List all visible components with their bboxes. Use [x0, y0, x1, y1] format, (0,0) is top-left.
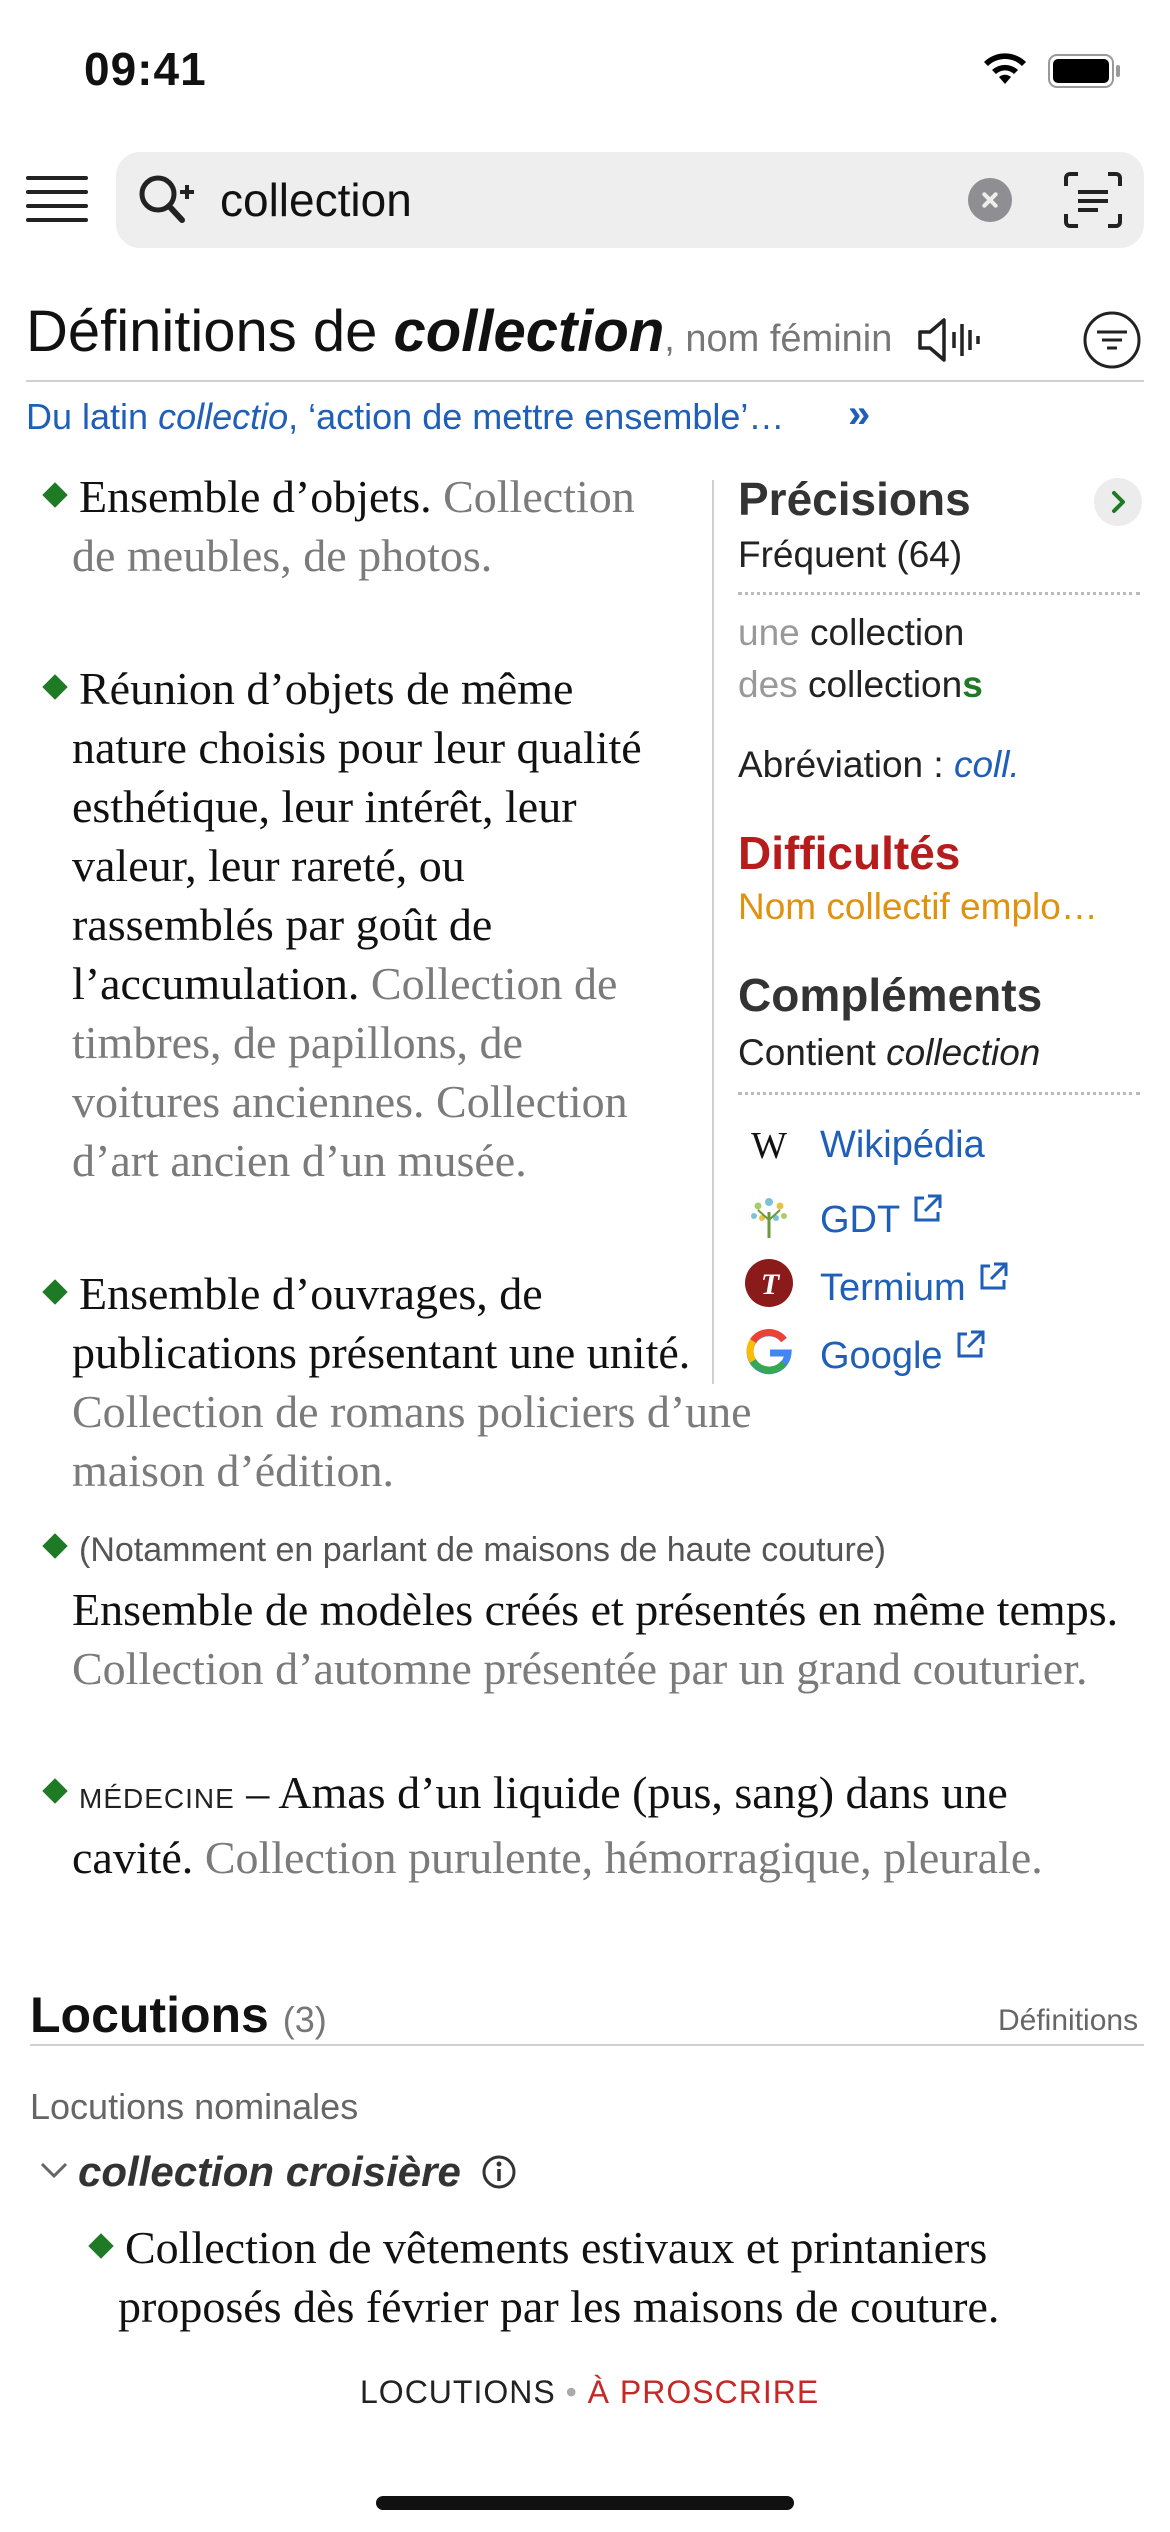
singular-form	[738, 612, 1158, 654]
termium-link[interactable]	[744, 1252, 1144, 1312]
definition-1	[72, 467, 672, 585]
difficultes-link[interactable]: Nom collectif emplo…	[738, 886, 1098, 927]
precisions-more-button[interactable]	[1094, 478, 1142, 526]
word-nature: , nom féminin	[664, 318, 893, 360]
battery-icon	[1048, 54, 1122, 88]
external-link-icon	[953, 1328, 987, 1362]
wifi-icon	[980, 48, 1030, 88]
footer-separator: •	[555, 2374, 588, 2410]
definition-example: Collection de timbres, de papillons, de voitures anciennes. Collection d’art ancien d’un musée.	[72, 958, 628, 1186]
complements-heading: Compléments	[738, 969, 1043, 1021]
panel-divider	[712, 480, 714, 1384]
definition-text: Ensemble d’objets.	[79, 471, 432, 522]
gdt-link[interactable]	[744, 1184, 1144, 1244]
bullet-icon	[88, 2233, 113, 2258]
locutions-subheading: Locutions nominales	[30, 2086, 359, 2127]
external-link-icon	[976, 1260, 1010, 1294]
gdt-icon	[744, 1190, 794, 1240]
external-link-icon	[910, 1192, 944, 1226]
etymology-prefix: Du latin	[26, 396, 159, 437]
abbreviation	[738, 744, 1158, 786]
definition-text: Amas d’un liquide (pus, sang) dans une cavité.	[72, 1767, 1008, 1883]
google-label	[820, 1328, 987, 1378]
locutions-count: (3)	[282, 1999, 327, 2040]
divider	[30, 2044, 1144, 2046]
search-plus-icon[interactable]	[136, 172, 196, 228]
google-label-text: Google	[820, 1335, 943, 1377]
search-bar[interactable]	[116, 152, 1144, 248]
definition-5	[72, 1763, 1132, 1887]
definition-context: (Notamment en parlant de maisons de haute couture)	[79, 1531, 887, 1569]
gdt-label-text: GDT	[820, 1199, 901, 1241]
locutions-footer	[360, 2374, 819, 2411]
google-link[interactable]	[744, 1320, 1144, 1380]
clear-search-button[interactable]	[968, 178, 1012, 222]
locutions-title: Locutions	[30, 1987, 269, 2043]
difficultes-heading: Difficultés	[738, 827, 961, 879]
status-time: 09:41	[84, 43, 207, 95]
locution-title: collection croisière	[78, 2148, 461, 2195]
bullet-icon	[42, 1533, 67, 1558]
termium-label	[820, 1260, 1010, 1310]
locution-definition	[118, 2218, 1158, 2336]
etymology-more-button[interactable]: »	[848, 392, 871, 436]
wikipedia-icon	[744, 1122, 794, 1172]
plural-ending: s	[962, 664, 983, 705]
definition-3	[72, 1264, 772, 1500]
contains-word	[738, 1032, 1158, 1074]
info-icon[interactable]	[481, 2154, 517, 2190]
etymology-rest: , ‘action de mettre ensemble’…	[288, 396, 785, 437]
definition-text: Ensemble de modèles créés et présentés en même temps.	[72, 1584, 1119, 1635]
wikipedia-label: Wikipédia	[820, 1124, 985, 1166]
contains-label: Contient	[738, 1032, 887, 1073]
definition-text: Réunion d’objets de même nature choisis pour leur qualité esthétique, leur intérêt, leur valeur, leur rareté, ou rassemblés par goût de l’accumulation.	[72, 663, 642, 1009]
gdt-label	[820, 1192, 944, 1242]
domain-label: MÉDECINE	[79, 1783, 235, 1814]
filter-icon[interactable]	[1082, 310, 1142, 370]
google-icon	[744, 1326, 794, 1376]
title-word: collection	[393, 299, 665, 364]
locution-item[interactable]	[40, 2148, 517, 2196]
definition-example: Collection de romans policiers d’une maison d’édition.	[72, 1386, 752, 1496]
page-title	[26, 298, 892, 365]
menu-button[interactable]	[26, 176, 88, 222]
bullet-icon	[42, 1279, 67, 1304]
home-indicator[interactable]	[376, 2496, 794, 2510]
plural-stem: collection	[807, 664, 963, 705]
singular-word: collection	[810, 612, 965, 653]
etymology-link[interactable]	[26, 396, 784, 438]
a-proscrire-link[interactable]: À PROSCRIRE	[587, 2374, 820, 2410]
bullet-icon	[42, 674, 67, 699]
definition-example: Collection de meubles, de photos.	[72, 471, 635, 581]
dotted-divider	[738, 592, 1140, 595]
singular-article: une	[738, 612, 800, 653]
svg-text:W: W	[751, 1125, 787, 1167]
plural-article: des	[738, 664, 798, 705]
termium-icon	[744, 1258, 794, 1308]
pronunciation-speaker-icon[interactable]	[916, 312, 982, 368]
domain-dash: –	[234, 1767, 279, 1818]
bullet-icon	[42, 482, 67, 507]
definition-example: Collection d’automne présentée par un grand couturier.	[72, 1643, 1088, 1694]
abbreviation-value: coll.	[953, 744, 1020, 785]
definition-text: Ensemble d’ouvrages, de publications présentant une unité.	[72, 1268, 691, 1378]
plural-form	[738, 664, 1158, 706]
precisions-heading: Précisions	[738, 473, 971, 525]
svg-text:T: T	[760, 1268, 780, 1301]
definition-example: Collection purulente, hémorragique, pleurale.	[204, 1832, 1043, 1883]
search-input[interactable]	[220, 170, 1040, 230]
dotted-divider	[738, 1092, 1140, 1095]
definition-2	[72, 659, 672, 1190]
locution-definition-text: Collection de vêtements estivaux et printaniers proposés dès février par les maisons de couture.	[118, 2222, 1000, 2332]
scan-text-icon[interactable]	[1062, 170, 1124, 230]
frequency: Fréquent (64)	[738, 534, 963, 575]
divider	[26, 380, 1144, 382]
etymology-word: collectio	[158, 396, 289, 437]
definition-4	[72, 1516, 1132, 1698]
bullet-icon	[42, 1778, 67, 1803]
locutions-definitions-link[interactable]: Définitions	[998, 2004, 1139, 2037]
abbreviation-label: Abréviation :	[738, 744, 954, 785]
locutions-footer-link[interactable]: LOCUTIONS	[360, 2374, 556, 2410]
contains-value: collection	[886, 1032, 1041, 1073]
wikipedia-link[interactable]	[744, 1116, 1144, 1176]
locutions-heading	[30, 1986, 327, 2044]
chevron-right-icon	[1106, 490, 1130, 514]
chevron-down-icon	[40, 2160, 68, 2180]
termium-label-text: Termium	[820, 1267, 966, 1309]
title-prefix: Définitions de	[26, 299, 394, 364]
